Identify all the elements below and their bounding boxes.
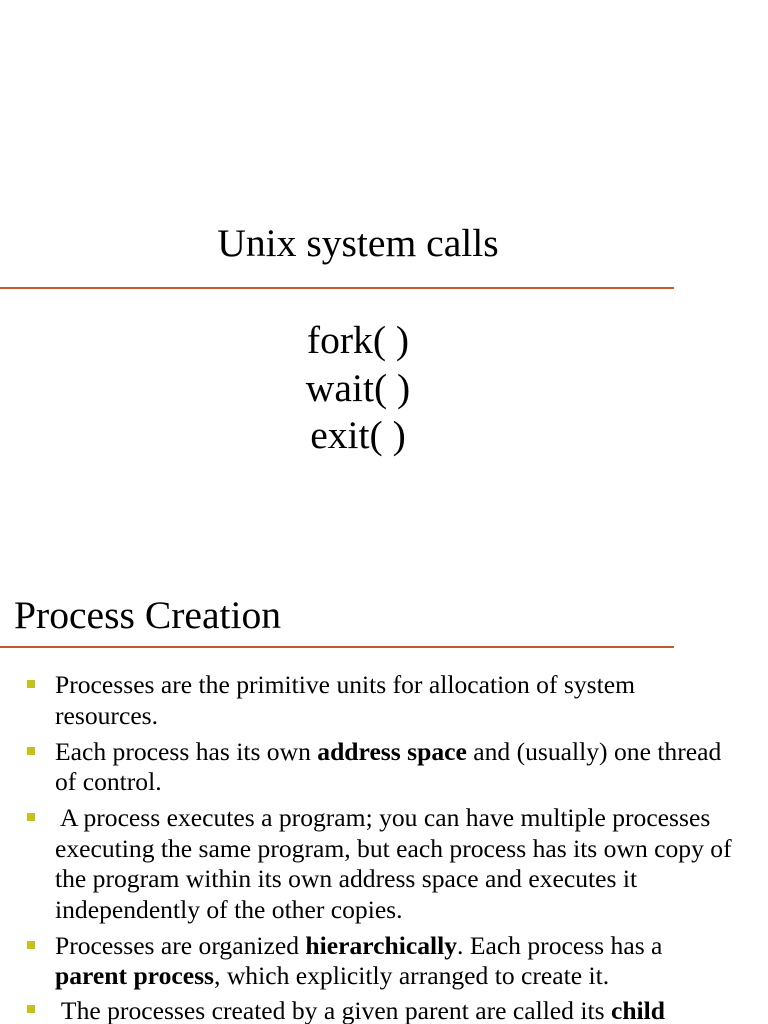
bullet-text: , which explicitly arranged to create it. [214,961,610,990]
square-bullet-icon [27,813,35,821]
bullet-text-emphasis: address space [317,736,467,766]
bullet-item [0,931,768,992]
bullet-line [55,864,768,895]
bullet-line [55,895,768,926]
bullet-line [55,931,768,962]
square-bullet-icon [27,747,35,755]
square-bullet-icon [27,1005,35,1013]
bullet-text: Each process has its own [55,736,318,766]
bullet-text: The processes created by a given parent are called its [55,996,611,1024]
bullet-item [0,737,768,798]
bullet-text: Processes are the primitive units for allocation of system [55,670,635,699]
system-call-item: wait( ) [305,365,411,410]
bullet-text: . Each process has a [457,930,663,960]
square-bullet-icon [27,941,35,949]
bullet-text: resources. [55,700,159,730]
section-divider-rule [0,646,674,648]
bullet-line [55,737,768,768]
bullet-line [55,803,768,834]
bullet-text: the program within its own address space and executes it [55,864,638,893]
bullet-text: executing the same program, but each process has its own copy of [55,833,732,863]
bullet-item [0,670,768,731]
bullet-text: of control. [55,767,162,796]
bullet-line [55,961,768,992]
bullet-text: Processes are organized [55,930,306,960]
system-call-item: fork( ) [306,318,410,362]
bullet-text-emphasis: child [610,996,666,1024]
system-call-item: exit( ) [310,413,406,457]
bullet-line [55,670,768,701]
bullet-line [55,701,768,732]
bullet-item [0,803,768,925]
bullet-text: A process executes a program; you can have multiple processes [55,803,711,832]
title-divider-rule [0,287,674,289]
square-bullet-icon [27,680,35,688]
bullet-line [55,997,768,1024]
system-call-list [0,317,716,460]
bullet-text-emphasis: hierarchically [305,930,458,960]
bullet-line [55,767,768,798]
bullet-text-emphasis: parent process [55,961,215,990]
bullet-list [0,670,768,1024]
bullet-text: and (usually) one thread [466,736,722,766]
bullet-line [55,834,768,865]
slide-title: Unix system calls [217,221,499,265]
bullet-text: independently of the other copies. [55,894,403,924]
section-heading: Process Creation [14,593,282,637]
bullet-item [0,997,768,1024]
